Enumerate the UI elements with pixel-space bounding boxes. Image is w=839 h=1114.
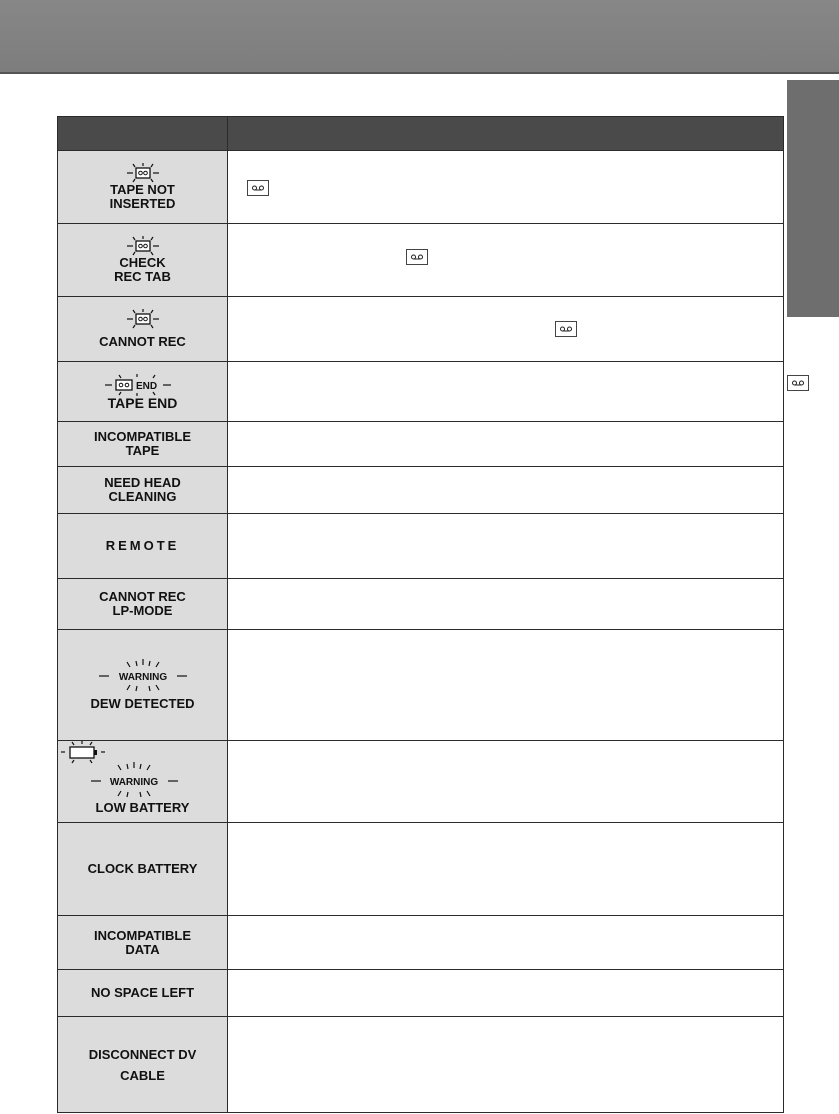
indicator-label: NO SPACE LEFT [90,985,195,1000]
indicator-cell [58,1017,228,1113]
battery-warning-blink-icon [58,741,226,799]
page-header-band [0,0,839,72]
message-table [57,116,784,1113]
description-cell [228,514,784,579]
indicator-label: DISCONNECT DV CABLE [88,1046,197,1083]
table-row [58,823,784,916]
description-cell [228,579,784,630]
table-row [58,579,784,630]
description-cell [228,467,784,514]
indicator-label: NEED HEAD CLEANING [104,475,181,504]
warning-text: WARNING [118,672,167,683]
indicator-cell [58,630,228,741]
tape-symbol-icon [247,180,269,196]
end-text: END [135,380,157,392]
indicator-cell [58,823,228,916]
header-divider [0,72,839,74]
description-cell [228,823,784,916]
tape-cassette-blink-icon [123,163,163,183]
indicator-cell [58,362,228,422]
indicator-cell [58,151,228,224]
indicator-cell [58,916,228,970]
indicator-label: LOW BATTERY [95,800,190,815]
indicator-cell [58,467,228,514]
table-header-row [58,117,784,151]
table-row [58,630,784,741]
description-cell [228,1017,784,1113]
warning-text: WARNING [109,777,159,788]
table-row [58,297,784,362]
indicator-label: TAPE END [107,394,178,411]
table-row [58,362,784,422]
indicator-cell [58,514,228,579]
indicator-cell [58,422,228,467]
description-cell [228,297,784,362]
tape-symbol-icon [787,375,809,391]
description-cell [228,970,784,1017]
indicator-label: CANNOT REC [99,334,186,349]
table-row [58,916,784,970]
indicator-column-header [58,117,228,151]
warning-blink-icon [93,659,193,693]
indicator-label: REMOTE [105,538,180,553]
tape-end-blink-icon [103,374,183,396]
indicator-label: TAPE NOT INSERTED [109,182,176,211]
indicator-cell [58,297,228,362]
table-row [58,1017,784,1113]
indicator-cell [58,741,228,823]
table-row [58,422,784,467]
table-row [58,224,784,297]
table-row [58,970,784,1017]
indicator-cell [58,224,228,297]
description-cell [228,630,784,741]
indicator-label: CHECK REC TAB [114,255,171,284]
table-row [58,467,784,514]
description-cell [228,422,784,467]
indicator-cell [58,970,228,1017]
indicator-cell [58,579,228,630]
description-cell [228,151,784,224]
description-cell [228,916,784,970]
table-row [58,151,784,224]
table-row [58,741,784,823]
tape-symbol-icon [555,321,577,337]
indicator-label: INCOMPATIBLE DATA [93,927,191,957]
indicator-label: CANNOT REC LP-MODE [99,589,186,618]
indicator-label: INCOMPATIBLE TAPE [93,429,191,458]
tape-symbol-icon [406,249,428,265]
description-cell [228,741,784,823]
indicator-label: CLOCK BATTERY [87,861,198,876]
indicator-label: DEW DETECTED [90,696,195,711]
section-side-tab [787,80,839,317]
description-cell [228,362,784,422]
tape-cassette-blink-icon [123,309,163,329]
tape-cassette-blink-icon [123,236,163,256]
table-row [58,514,784,579]
description-cell [228,224,784,297]
description-column-header [228,117,784,151]
